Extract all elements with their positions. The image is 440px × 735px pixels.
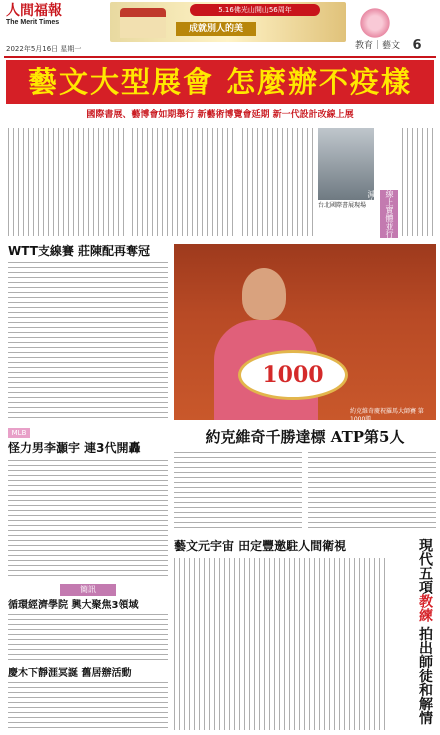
player-head [242,268,286,320]
section-label: 教育｜藝文 [354,41,400,51]
brief1-body [8,614,168,664]
photo-caption-1: 台北國際書展現場 [318,202,367,209]
logo-english: The Merit Times [6,19,60,26]
mlb-title: 怪力男李灝宇 連3代開轟 [8,441,141,455]
title-highlight: 教練 [417,594,433,622]
djokovic-body-1 [174,452,302,530]
side-tab: 線上實體並行 減少疫情損失 [380,190,398,238]
brief2-body [8,682,168,730]
lotus-icon [358,6,392,40]
article-column-1 [8,128,126,236]
tennis-body [8,262,168,422]
main-subhead: 國際書展、藝博會如期舉行 新藝術博覽會延期 新一代設計改線上展 [86,110,354,120]
right-vertical-title [392,538,434,730]
right-vertical-title-text: 現代五項教練 拍出師徒和解情 [417,538,433,725]
page-number: 6 [412,38,422,53]
art-body [174,558,388,730]
tennis-title: WTT支線賽 莊陳配再奪冠 [8,244,151,258]
mlb-tag: MLB [8,428,30,438]
brief1-title: 循環經濟學院 興大聚焦3領域 [8,600,139,611]
djokovic-body-2 [308,452,436,530]
logo-text: 人間福報 [6,3,62,19]
art-title: 藝文元宇宙 田定豐邀駐人間衛視 [174,539,347,553]
anniversary-cake: 1000 [238,350,348,400]
temple-illustration [120,8,166,38]
brief2-title: 慶木下靜涯冥誕 舊居辦活動 [8,668,132,679]
article-column-3 [242,128,314,236]
djokovic-caption: 約克維奇慶祝羅馬大師賽 第1000勝 [350,408,424,423]
newspaper-logo [6,3,68,25]
article-column-2 [132,128,236,236]
djokovic-title: 約克維奇千勝達標 ATP第5人 [205,428,405,446]
main-headline: 藝文大型展會 怎麼辦不疫樣 [6,60,434,104]
banner-slogan: 成就別人的美 [176,22,256,36]
news-brief-tab: 簡訊 [60,584,116,596]
banner-pill: 5.16佛光山開山56周年 [190,4,320,16]
dateline: 2022年5月16日 星期一 [6,45,82,53]
article-column-4 [402,128,434,236]
masthead-rule [4,56,436,58]
mlb-body [8,460,168,580]
